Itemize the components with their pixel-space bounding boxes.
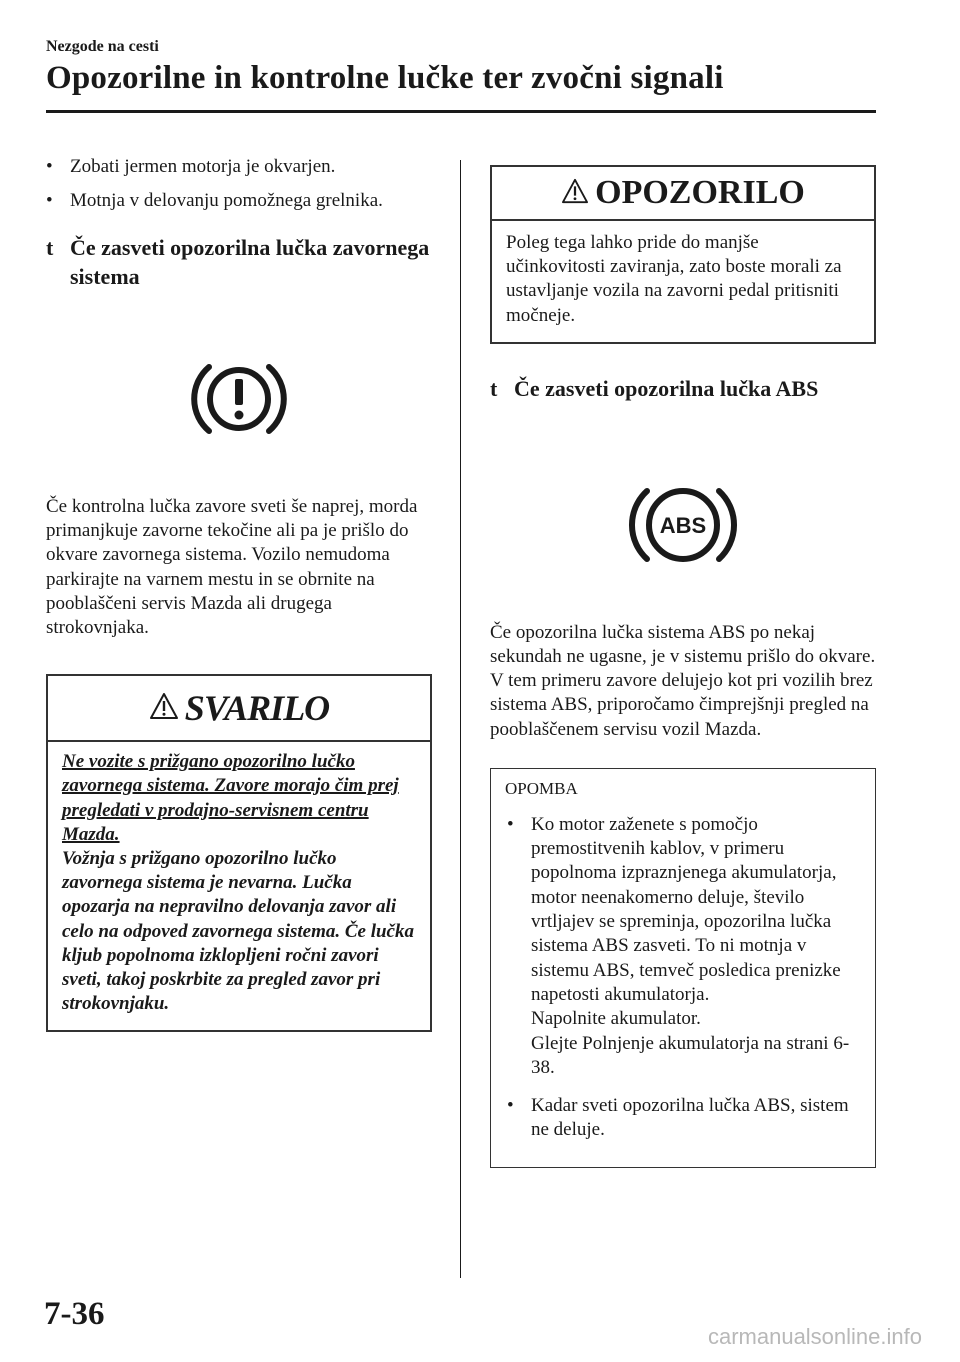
note-title: OPOMBA (505, 778, 578, 798)
caution-title: OPOZORILO (595, 174, 805, 211)
page-title: Opozorilne in kontrolne lučke ter zvočni signali (46, 60, 724, 96)
abs-paragraph: Če opozorilna lučka sistema ABS po nekaj sekundah ne ugasne, je v sistemu prišlo do okvare. V tem primeru zavore delujejo kot pri vozilih brez sistema ABS, priporočamo čimprejšnji pregled na pooblaščenem servisu vozil Mazda. (490, 621, 876, 740)
warning-triangle-icon (561, 178, 589, 209)
list-item: • Motnja v delovanju pomožnega grelnika. (46, 190, 383, 211)
abs-label: ABS (659, 512, 707, 538)
bullet-icon: • (507, 813, 514, 835)
bullet-icon: • (46, 156, 53, 177)
caution-header (492, 167, 874, 221)
brake-paragraph: Če kontrolna lučka zavore sveti še naprej, morda primanjkuje zavorne tekočine ali pa je prišlo do okvare zavornega sistema. Vozilo nemudoma parkirajte na varnem mestu in se obrnite na pooblaščeni servis Mazda ali drugega strokovnjaka. (46, 496, 418, 639)
warning-body (48, 742, 430, 1030)
watermark: carmanualsonline.info (707, 1324, 922, 1349)
warning-triangle-icon (149, 692, 179, 725)
warning-text: Vožnja s prižgano opozorilno lučko zavornega sistema je nevarna. Lučka opozarja na nepravilno delovanja zavor ali celo na odpoved zavornega sistema. Če lučka kljub popolnoma izklopljeni ročni zavori sveti, takoj poskrbite za pregled zavor pri strokovnjaku. (62, 848, 414, 1015)
column-divider (460, 160, 461, 1278)
right-column (490, 165, 876, 1168)
caution-text: Poleg tega lahko pride do manjše učinkovitosti zaviranja, zato boste morali za ustavljanje vozila na zavorni pedal pritisniti močneje. (506, 232, 842, 326)
note-item: • Kadar sveti opozorilna lučka ABS, sistem ne deluje. (507, 1095, 849, 1141)
page-number: 7-36 (44, 1296, 105, 1332)
note-box (490, 768, 876, 1168)
heading-marker: t (46, 235, 54, 260)
warning-header (48, 676, 430, 742)
abs-warning-icon (490, 483, 876, 567)
bullet-icon: • (507, 1095, 514, 1117)
warning-box (46, 674, 432, 1032)
list-item: • Zobati jermen motorja je okvarjen. (46, 156, 336, 177)
bullet-icon: • (46, 190, 53, 211)
caution-box (490, 165, 876, 344)
title-rule (46, 110, 876, 113)
brake-warning-icon (46, 357, 432, 441)
heading-marker: t (490, 375, 498, 401)
warning-emphasis: Ne vozite s prižgano opozorilno lučko zavornega sistema. Zavore morajo čim prej pregledati v prodajno-servisnem centru Mazda. (62, 751, 399, 845)
caution-body (492, 221, 874, 342)
abs-warning-heading: t Če zasveti opozorilna lučka ABS (490, 375, 819, 401)
note-item: • Ko motor zaženete s pomočjo premostitvenih kablov, v primeru popolnoma izpraznjenega akumulatorja, motor neenakomerno deluje, število vrtljajev se spreminja, opozorilna lučka sistema ABS zasveti. To ni motnja v sistemu ABS, temveč posledica prenizke napetosti akumulatorja. Napolnite akumulator. Glejte Polnjenje akumulatorja na strani 6-38. (507, 813, 850, 1078)
brake-warning-heading: t Če zasveti opozorilna lučka zavornega sistema (46, 235, 430, 289)
section-label: Nezgode na cesti (46, 38, 159, 55)
left-column (46, 155, 432, 1032)
warning-title: SVARILO (184, 688, 330, 729)
